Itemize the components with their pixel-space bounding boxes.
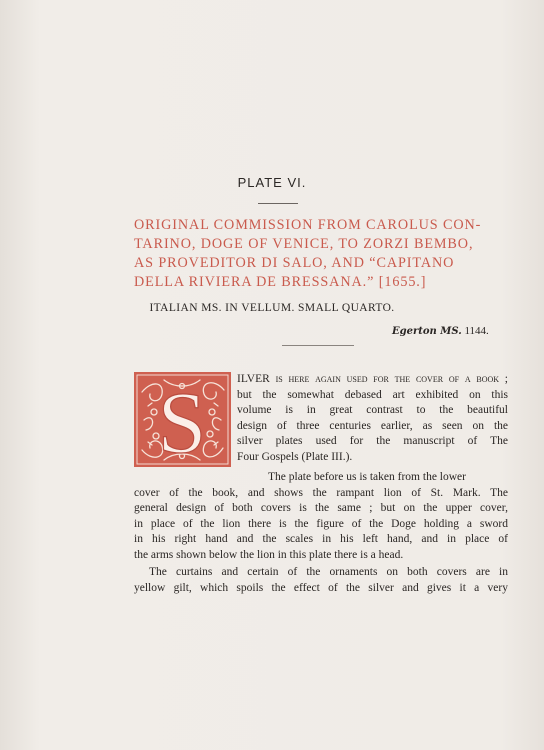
title-line: ORIGINAL COMMISSION FROM CAROLUS CON-: [134, 217, 482, 233]
text-line: Four Gospels (Plate III.).: [237, 450, 353, 463]
paragraph-2: [134, 470, 508, 563]
text-line: design of three centuries earlier, as seen on the: [237, 419, 508, 432]
text-line: but the somewhat debased art exhibited on this: [237, 388, 508, 401]
text-line: general design of both covers is the same ; but on the upper cover,: [134, 502, 508, 514]
text-line: in place of the lion there is the figure of the Doge holding a sword: [134, 517, 508, 530]
shelfmark: [392, 325, 489, 337]
title-line: TARINO, DOGE OF VENICE, TO ZORZI BEMBO,: [134, 236, 474, 252]
text-line: yellow gilt, which spoils the effect of the silver and gives it a very: [134, 581, 508, 594]
text-line: silver plates used for the manuscript of The: [237, 435, 508, 447]
text-line: volume is in great contrast to the beautiful: [237, 404, 508, 416]
text-line: The plate before us is taken from the lower: [268, 471, 466, 483]
paragraph-3: [134, 565, 508, 596]
text-line: ILVER is here again used for the cover of a book ;: [237, 373, 508, 385]
divider-rule: [258, 203, 298, 204]
plate-number: PLATE VI.: [237, 175, 307, 190]
title-line: AS PROVEDITOR DI SALO, AND “CAPITANO: [134, 255, 455, 271]
text-line: in his right hand and the scales in his left hand, and in place of: [134, 533, 508, 545]
plate-title: [134, 216, 514, 292]
dropcap-letter: S: [157, 375, 207, 467]
title-line: DELLA RIVIERA DE BRESSANA.” [1655.]: [134, 274, 427, 290]
text-line: The curtains and certain of the ornaments on both covers are in: [149, 566, 508, 578]
text-line: the arms shown below the lion in this plate there is a head.: [134, 548, 404, 561]
shelfmark-number: 1144.: [464, 325, 489, 337]
divider-rule: [282, 345, 354, 346]
manuscript-description: ITALIAN MS. IN VELLUM. SMALL QUARTO.: [149, 302, 395, 314]
text-line: cover of the book, and shows the rampant lion of St. Mark. The: [134, 486, 508, 499]
shelfmark-name: Egerton MS.: [392, 326, 462, 337]
paragraph-1: [134, 372, 508, 465]
